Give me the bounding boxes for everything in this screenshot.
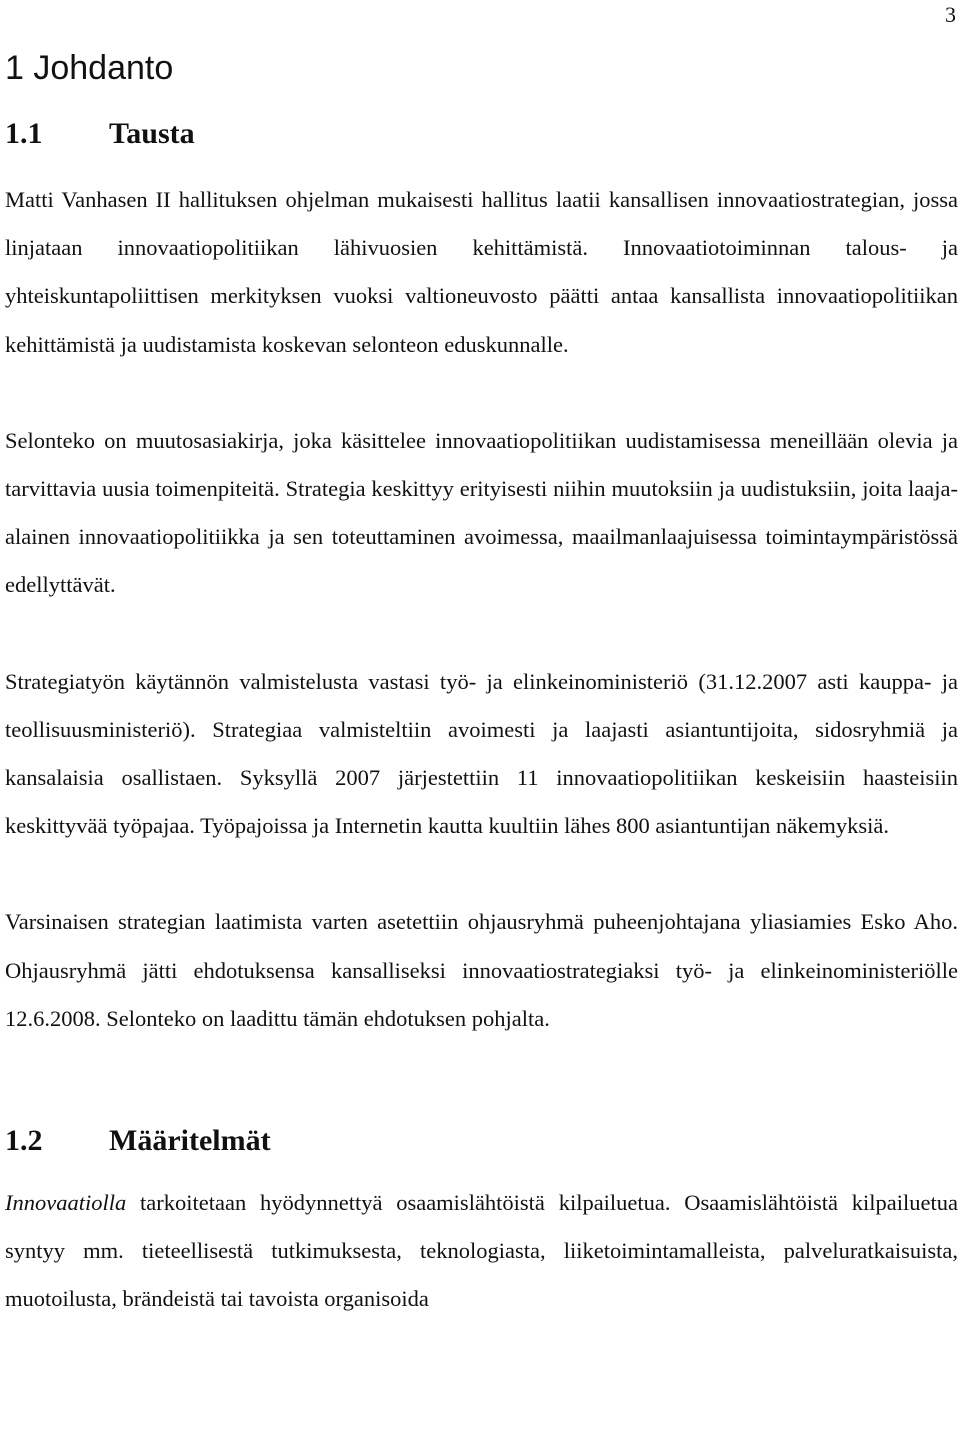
paragraph-definitions-1	[5, 1179, 958, 1324]
chapter-title: 1 Johdanto	[5, 49, 174, 87]
defined-term: Innovaatiolla	[5, 1190, 127, 1216]
paragraph-background-2: Selonteko on muutosasiakirja, joka käsittelee innovaatiopolitiikan uudistamisessa meneillään olevia ja tarvittavia uusia toimenpiteitä. Strategia keskittyy erityisesti niihin muutoksiin ja uudistuksiin, joita laaja-alainen innovaatiopolitiikka ja sen toteuttaminen avoimessa, maailmanlaajuisessa toimintaympäristössä edellyttävät.	[5, 427, 958, 598]
section-heading-maaritelmat	[5, 1121, 958, 1161]
definition-text: tarkoitetaan hyödynnettyä osaamislähtöistä kilpailuetua. Osaamislähtöistä kilpailuetua syntyy mm. tieteellisestä tutkimuksesta, teknologiasta, liiketoimintamalleista, palveluratkaisuista, muotoilusta, brändeistä tai tavoista organisoida	[5, 1190, 958, 1312]
paragraph-background-1: Matti Vanhasen II hallituksen ohjelman mukaisesti hallitus laatii kansallisen innovaatiostrategian, jossa linjataan innovaatiopolitiikan lähivuosien kehittämistä. Innovaatiotoiminnan talous- ja yhteiskuntapoliittisen merkityksen vuoksi valtioneuvosto päätti antaa kansallista innovaatiopolitiikan kehittämistä ja uudistamista koskevan selonteon eduskunnalle.	[5, 187, 958, 357]
section-heading-tausta	[5, 114, 958, 154]
section-number: 1.1	[5, 117, 43, 150]
paragraph-background-4: Varsinaisen strategian laatimista varten asetettiin ohjausryhmä puheenjohtajana yliasiamies Esko Aho. Ohjausryhmä jätti ehdotuksensa kansalliseksi innovaatiostrategiaksi työ- ja elinkeinoministeriölle 12.6.2008. Selonteko on laadittu tämän ehdotuksen pohjalta.	[5, 909, 958, 1031]
document-body	[5, 0, 958, 1324]
section-number: 1.2	[5, 1124, 43, 1158]
paragraph-background-3: Strategiatyön käytännön valmistelusta vastasi työ- ja elinkeinoministeriö (31.12.2007 asti kauppa- ja teollisuusministeriö). Strategiaa valmisteltiin avoimesti ja laajasti asiantuntijoita, sidosryhmiä ja kansalaisia osallistaen. Syksyllä 2007 järjestettiin 11 innovaatiopolitiikan keskeisiin haasteisiin keskittyvää työpajaa. Työpajoissa ja Internetin kautta kuultiin lähes 800 asiantuntijan näkemyksiä.	[5, 668, 958, 839]
section-title: Määritelmät	[109, 1124, 271, 1158]
section-title: Tausta	[109, 117, 195, 150]
page-number: 3	[945, 2, 956, 27]
